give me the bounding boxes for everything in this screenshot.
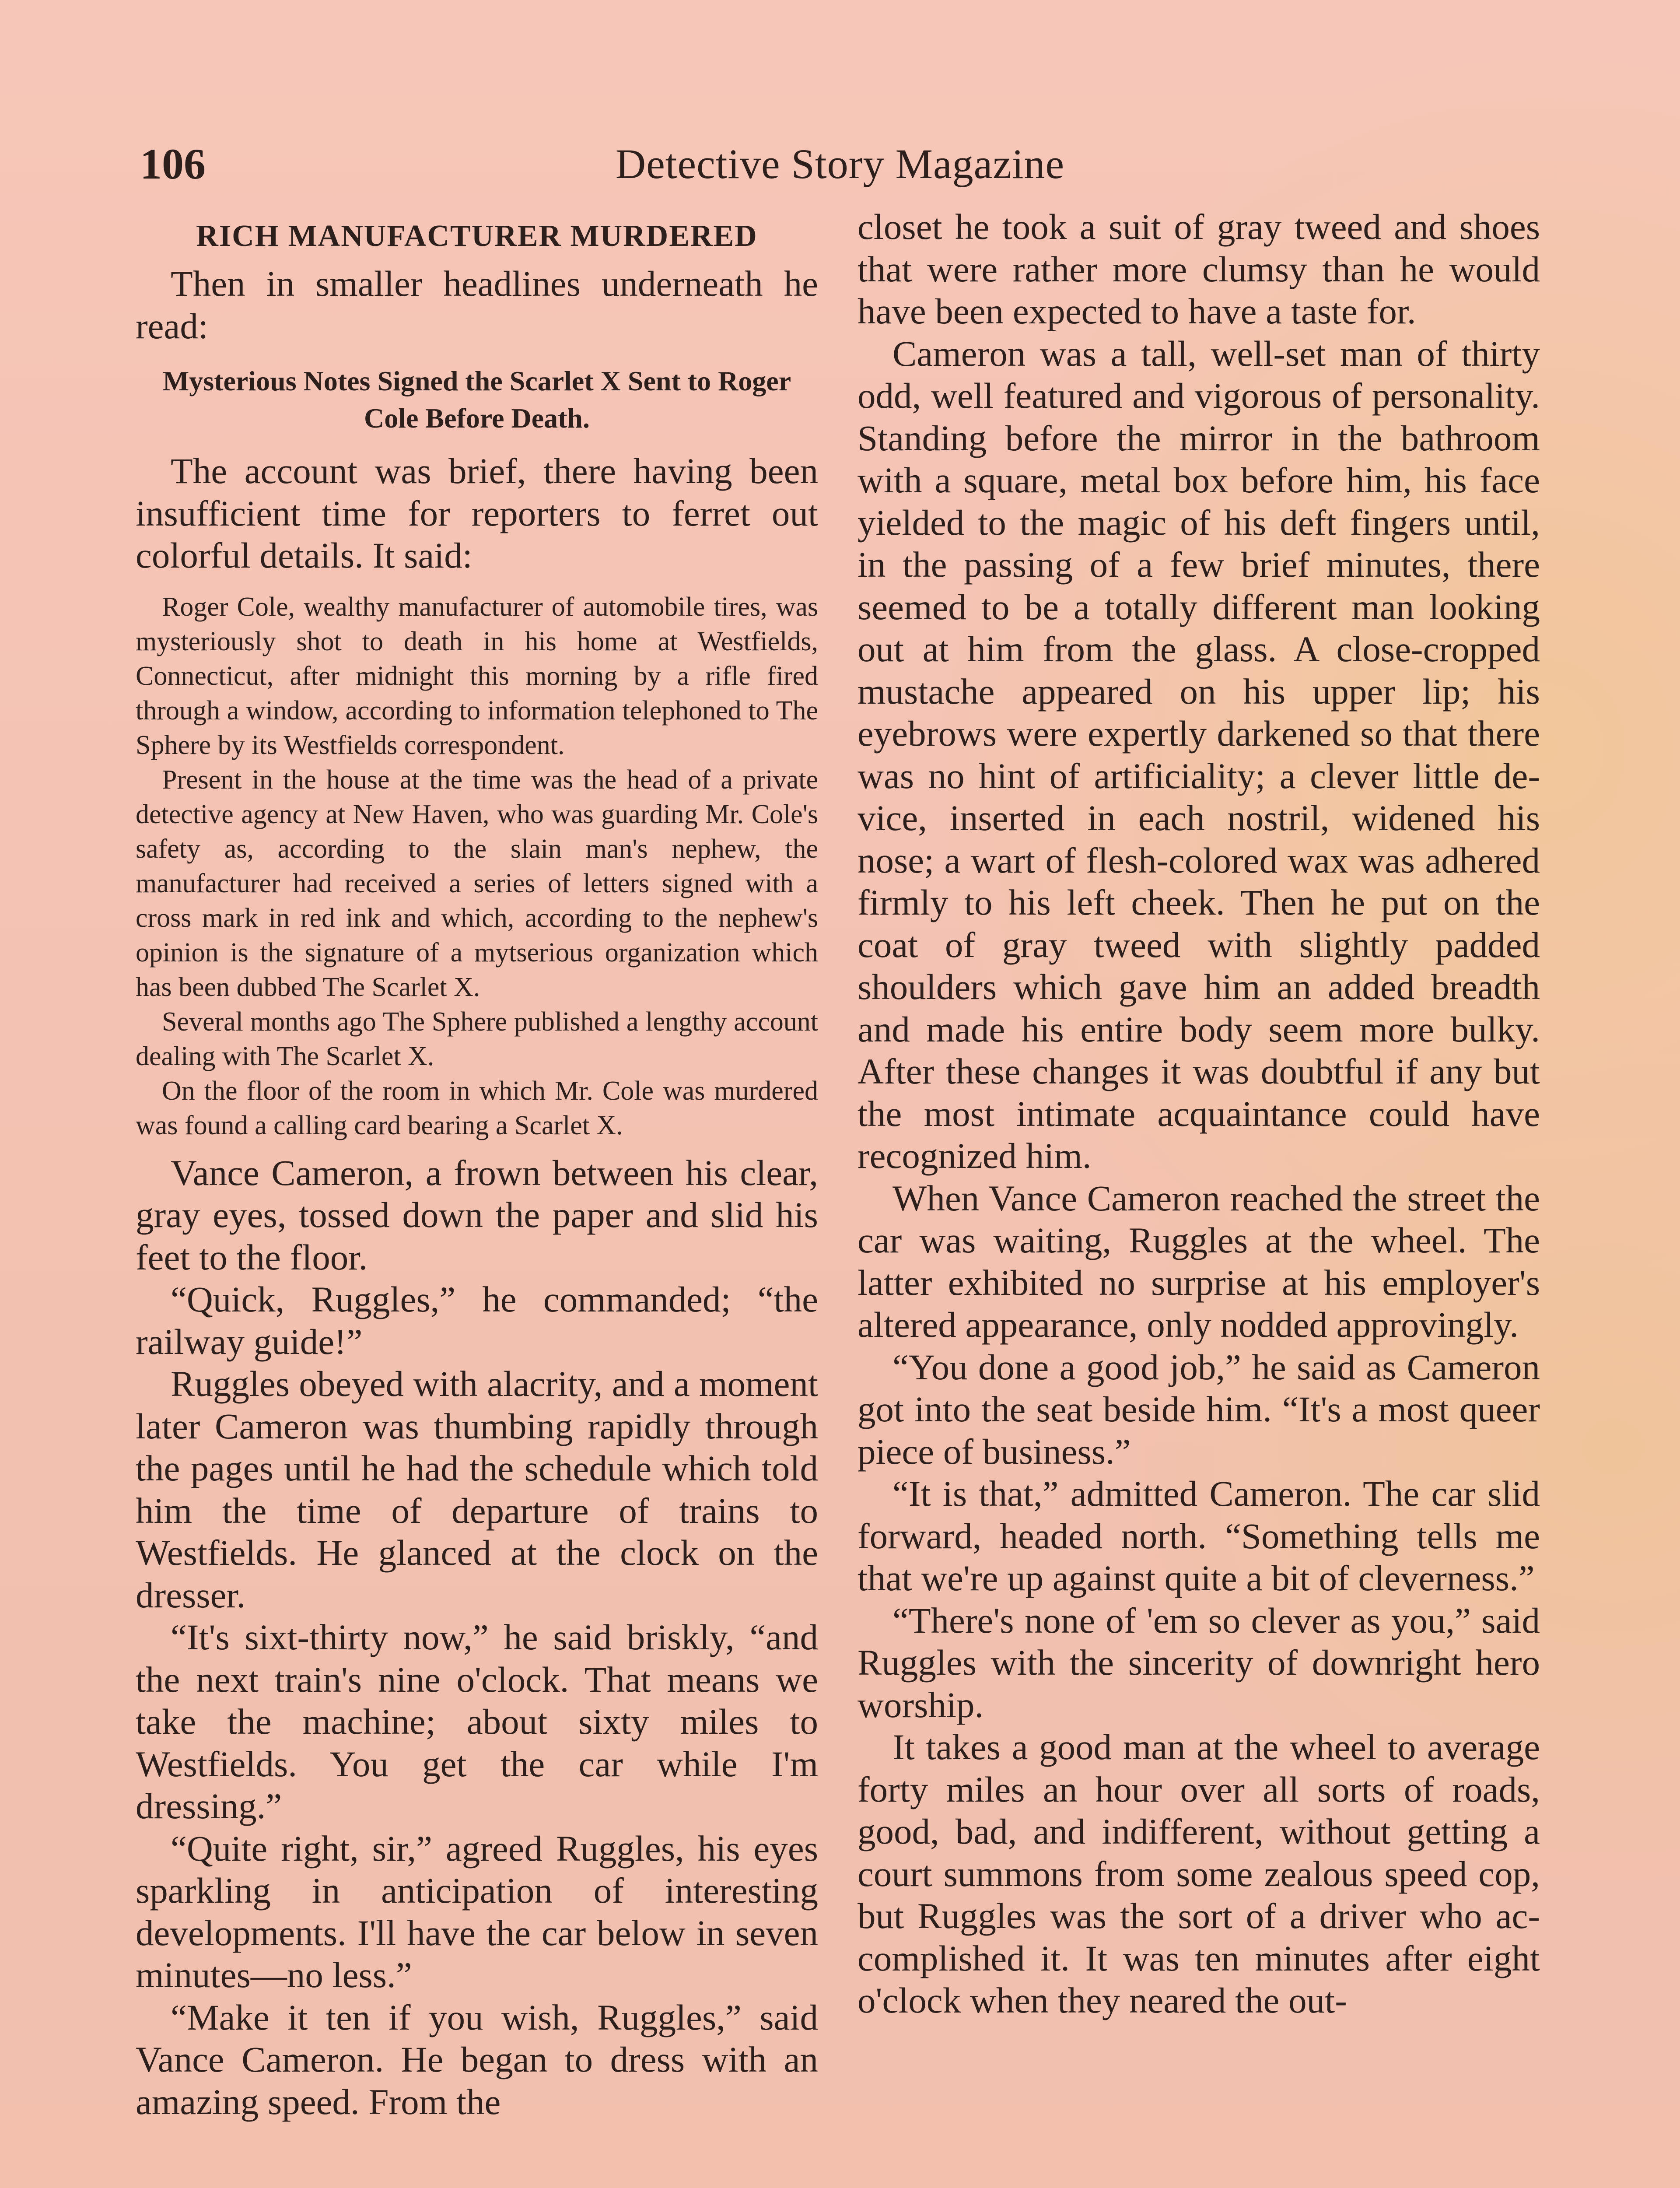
headline: RICH MANUFACTURER MURDERED <box>196 219 758 253</box>
news-dispatch <box>136 590 818 1143</box>
running-title: Detective Story Magazine <box>615 140 1065 187</box>
paragraph: It takes a good man at the wheel to average forty miles an hour over all sorts of roads, good, bad, and indifferent, without getting a court summons from some zealous speed cop, but Ruggles was the sort of a driver who accomplished it. It was ten minutes after eight o'clock when they neared the out- <box>858 1727 1540 2020</box>
paragraph: “Quick, Ruggles,” he commanded; “the railway guide!” <box>136 1279 818 1362</box>
paragraph: “You done a good job,” he said as Cameron got into the seat beside him. “It's a most queer piece of business.” <box>858 1346 1540 1472</box>
paragraph: “It's sixt-thirty now,” he said briskly, “and the next train's nine o'clock. That means we take the machine; about sixty miles to Westfields. You get the car while I'm dressing.” <box>136 1617 818 1826</box>
paragraph: The account was brief, there having been insufficient time for reporters to ferret out colorful details. It said: <box>136 451 818 575</box>
paragraph: Vance Cameron, a frown between his clear, gray eyes, tossed down the paper and slid his feet to the floor. <box>136 1152 818 1277</box>
paragraph: Then in smaller headlines underneath he read: <box>136 263 818 346</box>
dispatch-paragraph: Roger Cole, wealthy manufacturer of automobile tires, was mysteriously shot to death in his home at Westfields, Connecticut, after midnight this morning by a rifle fired through a window, according to information telephoned to The Sphere by its Westfields correspondent. <box>136 592 818 760</box>
paragraph: “Make it ten if you wish, Ruggles,” said Vance Cameron. He began to dress with an amazing speed. From the <box>136 1997 818 2122</box>
paragraph: Ruggles obeyed with alacrity, and a moment later Cameron was thumbing rapidly through the pages until he had the schedule which told him the time of departure of trains to Westfields. He glanced at the clock on the dresser. <box>136 1364 818 1615</box>
paragraph: closet he took a suit of gray tweed and shoes that were rather more clumsy than he would have been expected to have a taste for. <box>858 207 1540 331</box>
right-column <box>858 206 1540 2022</box>
dispatch-paragraph: On the floor of the room in which Mr. Cole was murdered was found a calling card bearing a Scarlet X. <box>136 1076 818 1140</box>
paragraph: When Vance Cameron reached the street the car was waiting, Ruggles at the wheel. The latter exhibited no surprise at his employer's altered appearance, only nodded approvingly. <box>858 1178 1540 1345</box>
subheadline: Mysterious Notes Signed the Scarlet X Sent to Roger Cole Before Death. <box>162 365 791 434</box>
dispatch-paragraph: Several months ago The Sphere published a lengthy account dealing with The Scarlet X. <box>136 1006 818 1071</box>
page-header <box>140 131 1540 197</box>
left-column <box>136 206 818 2123</box>
paragraph: “It is that,” admitted Cameron. The car slid forward, headed north. “Something tells me that we're up against quite a bit of cleverness.” <box>858 1473 1540 1598</box>
dispatch-paragraph: Present in the house at the time was the head of a private detective agency at New Haven, who was guarding Mr. Cole's safety as, according to the slain man's nephew, the manufacturer had received a series of letters signed with a cross mark in red ink and which, according to the nephew's opinion is the signature of a mytserious organization which has been dubbed The Scarlet X. <box>136 764 818 1002</box>
paragraph: “There's none of 'em so clever as you,” said Ruggles with the sincerity of downright hero worship. <box>858 1600 1540 1725</box>
paragraph: “Quite right, sir,” agreed Ruggles, his eyes sparkling in anticipation of interesting developments. I'll have the car below in seven minutes—no less.” <box>136 1828 818 1995</box>
page-number: 106 <box>140 140 206 188</box>
paragraph: Cameron was a tall, well-set man of thirty odd, well featured and vigorous of personality. Standing before the mirror in the bathroom with a square, metal box before him, his face yielded to the magic of his deft fingers until, in the passing of a few brief minutes, there seemed to be a totally different man looking out at him from the glass. A close-cropped mustache appeared on his upper lip; his eyebrows were expertly darkened so that there was no hint of artificiality; a clever little device, inserted in each nostril, widened his nose; a wart of flesh-colored wax was adhered firmly to his left cheek. Then he put on the coat of gray tweed with slightly padded shoulders which gave him an added breadth and made his entire body seem more bulky. After these changes it was doubtful if any but the most intimate acquaintance could have recognized him. <box>858 333 1540 1176</box>
